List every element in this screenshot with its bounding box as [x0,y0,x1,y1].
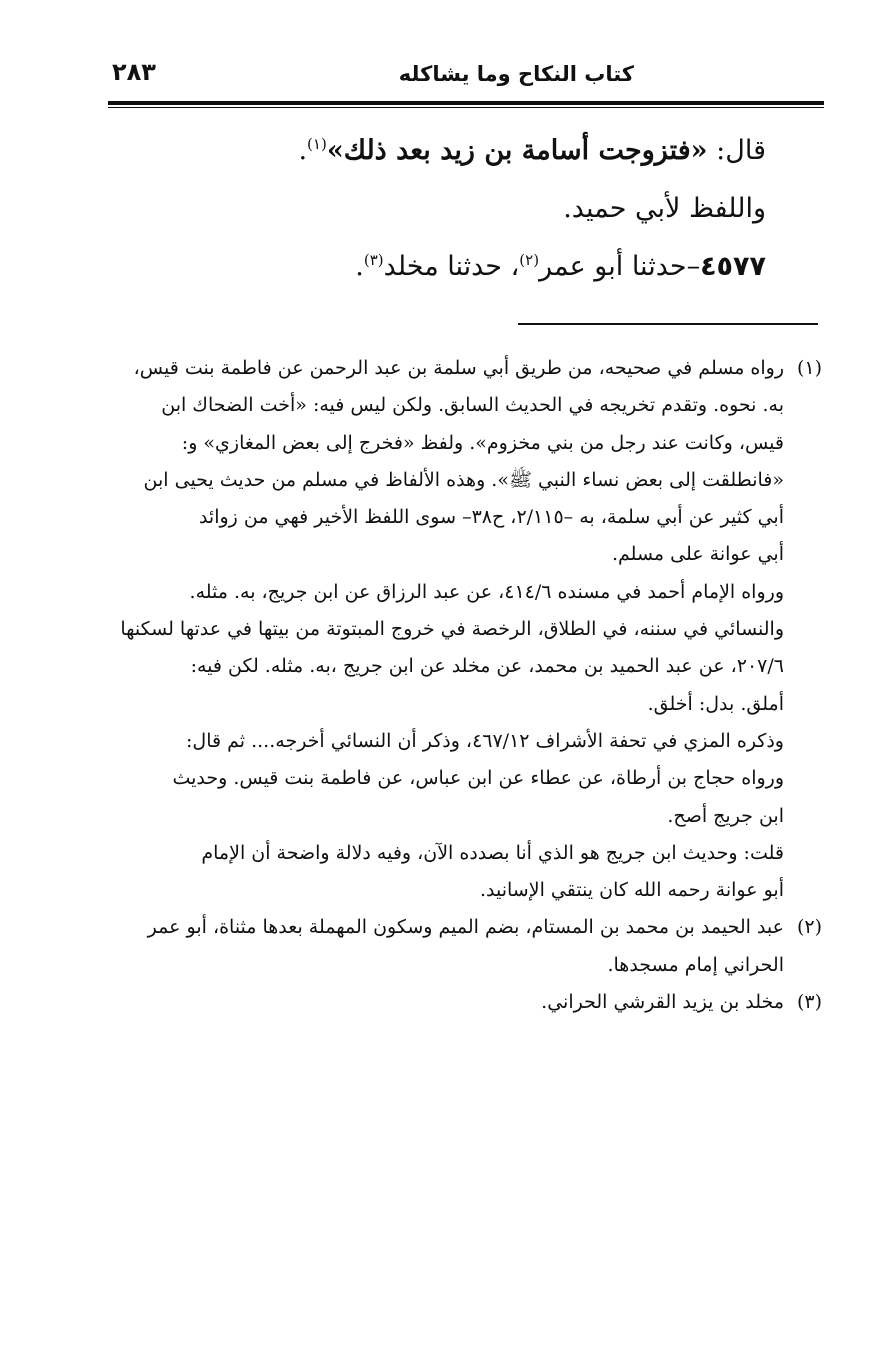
footnote-ref-2[interactable]: (٢) [519,251,540,269]
footnote-ref-1[interactable]: (١) [307,135,327,153]
footnote-separator [518,323,818,325]
footnote-line: أبي عوانة على مسلم. [612,543,784,566]
main-line-3-suffix: . [355,251,364,282]
footnote-line [104,984,822,1021]
header-rule-thin [108,107,824,108]
chapter-title: كتاب النكاح وما يشاكله [398,62,634,86]
main-line-1 [110,122,766,180]
footnote-line [104,909,822,946]
main-line-3 [110,238,766,296]
footnote-line: أملق. بدل: أخلق. [647,692,784,715]
quoted-text: «فتزوجت أسامة بن زيد بعد ذلك» [326,135,708,166]
footnote-ref-3[interactable]: (٣) [363,251,384,269]
main-line-3-text-a: –حدثنا أبو عمر [539,251,701,282]
main-text [110,122,766,296]
main-line-2: واللفظ لأبي حميد. [563,193,766,224]
footnote-marker-1: (١) [796,357,822,379]
main-line-3-text-b: ، حدثنا مخلد [383,251,520,282]
footnote-text: عبد الحيمد بن محمد بن المستام، بضم الميم وسكون المهملة بعدها مثناة، أبو عمر [147,916,784,939]
footnote-line: ورواه حجاج بن أرطاة، عن عطاء عن ابن عباس، عن فاطمة بنت قيس. وحديث [172,767,784,790]
footnote-line: ابن جريج أصح. [667,804,784,827]
footnote-marker-3: (٣) [796,991,822,1014]
footnote-line: ورواه الإمام أحمد في مسنده ٤١٤/٦، عن عبد الرزاق عن ابن جريج، به. مثله. [189,580,784,603]
footnote-line: الحراني إمام مسجدها. [607,953,784,976]
footnote-line: والنسائي في سننه، في الطلاق، الرخصة في خروج المبتوتة من بيتها في عدتها لسكنها [120,618,784,641]
footnote-line: وذكره المزي في تحفة الأشراف ٤٦٧/١٢، وذكر أن النسائي أخرجه.... ثم قال: [186,729,784,752]
main-line-1-prefix: قال: [707,135,766,166]
footnote-line: قلت: وحديث ابن جريج هو الذي أنا بصدده الآن، وفيه دلالة واضحة أن الإمام [201,841,784,864]
hadith-number: ٤٥٧٧ [700,251,766,282]
page-number: ٢٨٣ [112,58,156,86]
footnote-line: قيس، وكانت عند رجل من بني مخزوم». ولفظ «فخرج إلى بعض المغازي» و: [181,431,784,454]
footnote-text: مخلد بن يزيد القرشي الحراني. [541,991,784,1014]
footnote-line [104,350,822,387]
footnote-marker-2: (٢) [796,916,822,939]
header-rule [108,101,824,105]
footnote-line: به. نحوه. وتقدم تخريجه في الحديث السابق. ولكن ليس فيه: «أخت الضحاك ابن [161,394,784,417]
footnote-line: أبي كثير عن أبي سلمة، به –٢/١١٥، ح٣٨– سوى اللفظ الأخير فهي من زوائد [198,506,784,529]
main-line-1-suffix: . [298,135,308,166]
footnote-text: رواه مسلم في صحيحه، من طريق أبي سلمة بن عبد الرحمن عن فاطمة بنت قيس، [133,357,784,379]
running-header [112,58,824,98]
footnote-line: «فانطلقت إلى بعض نساء النبي ﷺ». وهذه الألفاظ في مسلم من حديث يحيى ابن [143,468,784,491]
footnotes [104,350,822,1021]
footnote-line: أبو عوانة رحمه الله كان ينتقي الإسانيد. [479,879,784,902]
footnote-line: ٢٠٧/٦، عن عبد الحميد بن محمد، عن مخلد عن ابن جريج ،به. مثله. لكن فيه: [190,655,784,678]
